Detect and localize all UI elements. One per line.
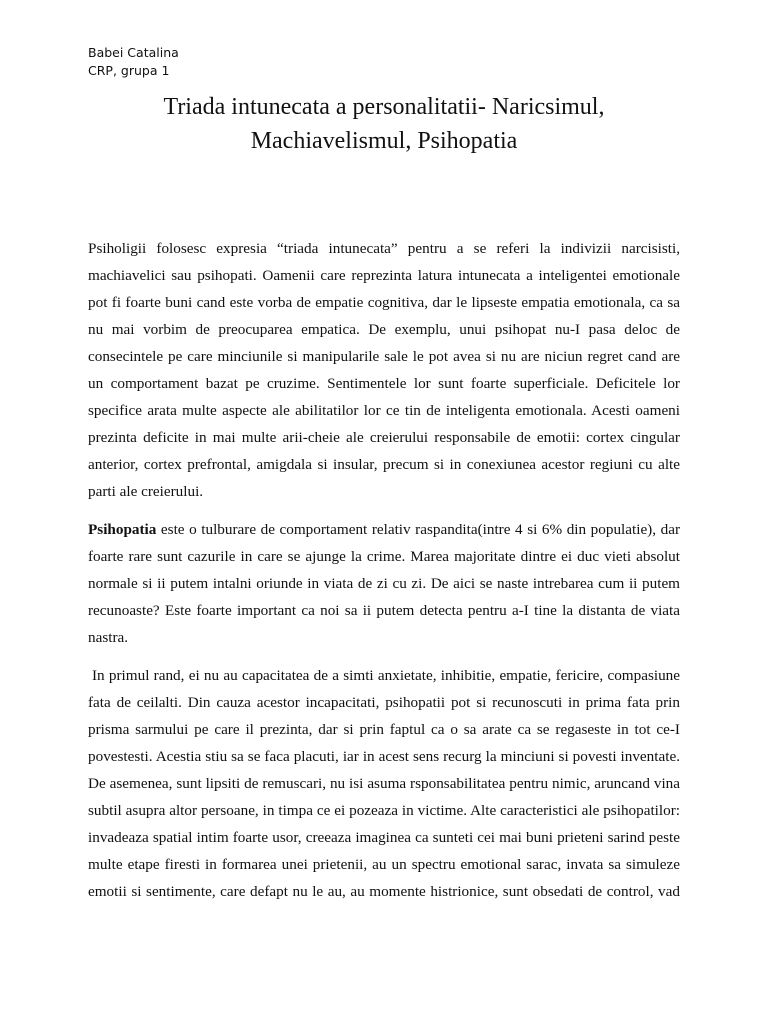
paragraph-line: specifice arata multe aspecte ale abilitatilor lor ce tin de inteligenta emotionala. Acesti oameni (88, 402, 680, 419)
paragraph-line: prezinta deficite in mai multe arii-cheie ale creierului responsabile de emotii: cortex cingular (88, 429, 680, 446)
author-block (88, 44, 179, 80)
paragraph-line: Psiholigii folosesc expresia “triada intunecata” pentru a se referi la indivizii narcisisti, (88, 240, 680, 257)
paragraph-line: povestesti. Acestia stiu sa se faca placuti, iar in acest sens recurg la minciuni si povesti inventate. (88, 748, 680, 765)
title-line-2: Machiavelismul, Psihopatia (250, 128, 518, 154)
paragraph-line: fata de ceilalti. Din cauza acestor incapacitati, psihopatii pot si recunoscuti in prima fata prin (88, 694, 680, 711)
paragraph-line: foarte rare sunt cazurile in care se ajunge la crime. Marea majoritate dintre ei duc vieti absolut (88, 548, 680, 565)
title-line-1: Triada intunecata a personalitatii- Naricsimul, (163, 94, 605, 120)
paragraph-line: In primul rand, ei nu au capacitatea de a simti anxietate, inhibitie, empatie, fericire, compasiune (92, 667, 680, 684)
author-group: CRP, grupa 1 (88, 63, 170, 78)
paragraph-line: multe etape firesti in formarea unei prietenii, au un spectru emotional sarac, invata sa simuleze (88, 856, 680, 873)
paragraph-line: subtil asupra altor persoane, in timpa ce ei pozeaza in victime. Alte caracteristici ale psihopatilor: (88, 802, 680, 819)
paragraph-line: consecintele pe care minciunile si manipularile sale le pot avea si nu are niciun regret cand are (88, 348, 680, 365)
paragraph-line: nu mai vorbim de preocuparea empatica. De exemplu, unui psihopat nu-I pasa deloc de (88, 321, 680, 338)
paragraph-line: nastra. (88, 629, 129, 646)
bold-term: Psihopatia (88, 521, 157, 538)
paragraph-line (88, 516, 680, 543)
paragraph-traits (88, 662, 680, 905)
paragraph-line: un comportament bazat pe cruzime. Sentimentele lor sunt foarte superficiale. Deficitele lor (88, 375, 680, 392)
document-title (88, 90, 680, 158)
paragraph-line: emotii si sentimente, care defapt nu le au, au momente histrionice, sunt obsedati de control, vad (88, 883, 680, 900)
paragraph-intro (88, 235, 680, 505)
paragraph-line-rest: este o tulburare de comportament relativ raspandita(intre 4 si 6% din populatie), dar (156, 521, 680, 538)
paragraph-line: De asemenea, sunt lipsiti de remuscari, nu isi asuma rsponsabilitatea pentru nimic, aruncand vina (88, 775, 680, 792)
paragraph-line: normale si ii putem intalni oriunde in viata de zi cu zi. De aici se naste intrebarea cum ii putem (88, 575, 680, 592)
paragraph-line: invadeaza spatial intim foarte usor, creeaza imaginea ca sunteti cei mai buni prieteni sarind peste (88, 829, 680, 846)
paragraph-line: machiavelici sau psihopati. Oamenii care reprezinta latura intunecata a inteligentei emotionale (88, 267, 680, 284)
author-name: Babei Catalina (88, 45, 179, 60)
paragraph-line: parti ale creierului. (88, 483, 204, 500)
paragraph-line: prisma sarmului pe care il prezinta, dar si prin faptul ca o sa arate ca se regaseste in tot ce-I (88, 721, 680, 738)
paragraph-line: anterior, cortex prefrontal, amigdala si insular, precum si in conexiunea acestor regiuni cu alte (88, 456, 680, 473)
paragraph-psihopatia (88, 516, 680, 651)
paragraph-line: pot fi foarte buni cand este vorba de empatie cognitiva, dar le lipseste empatia emotionala, ca sa (88, 294, 680, 311)
paragraph-line: recunoaste? Este foarte important ca noi sa ii putem detecta pentru a-I tine la distanta de viata (88, 602, 680, 619)
